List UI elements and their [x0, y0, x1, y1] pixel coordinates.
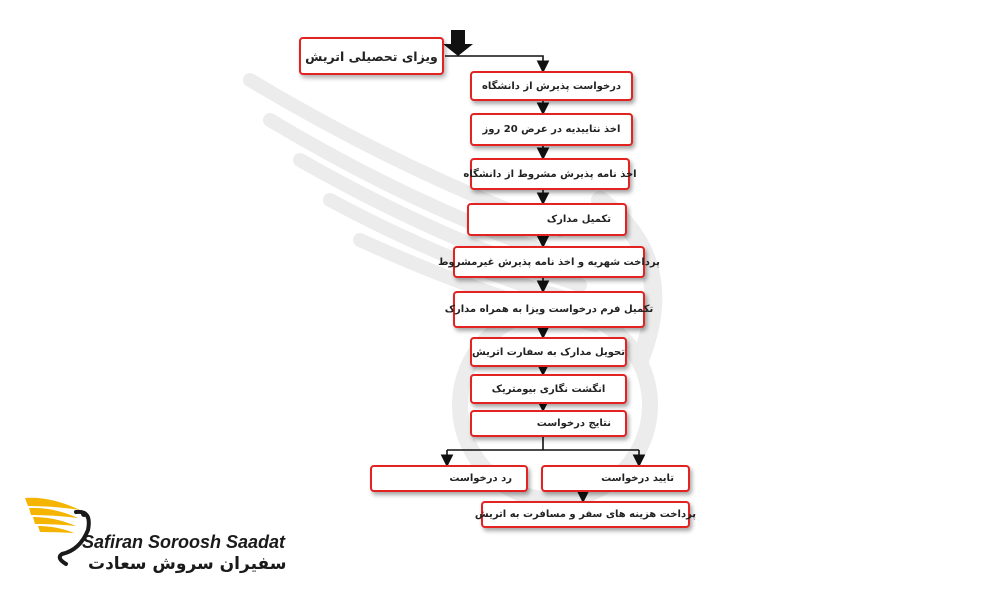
step-box: درخواست پذیرش از دانشگاه — [470, 71, 633, 101]
step-box: تکمیل مدارک — [467, 203, 627, 236]
step-box: پرداخت شهریه و اخذ نامه پذیرش غیرمشروط — [453, 246, 645, 278]
step-box: تکمیل فرم درخواست ویزا به همراه مدارک — [453, 291, 645, 328]
logo-name-persian: سفیران سروش سعادت — [88, 554, 287, 574]
company-logo — [20, 490, 290, 580]
final-step-box: پرداخت هزینه های سفر و مسافرت به اتریش — [481, 501, 690, 528]
step-box: اخذ نامه پذیرش مشروط از دانشگاه — [470, 158, 630, 190]
rejected-box: رد درخواست — [370, 465, 528, 492]
connector-title-to-step1 — [445, 56, 543, 70]
step-box: انگشت نگاری بیومتریک — [470, 374, 627, 404]
step-box: اخذ نتاییدیه در عرض 20 روز — [470, 113, 633, 146]
logo-name-english: Safiran Soroosh Saadat — [82, 532, 286, 552]
step-box: نتایج درخواست — [470, 410, 627, 437]
start-arrow-icon — [443, 30, 473, 56]
step-box: تحویل مدارک به سفارت اتریش — [470, 337, 627, 367]
approved-box: تایید درخواست — [541, 465, 690, 492]
diagram-title-box: ویزای تحصیلی اتریش — [299, 37, 444, 75]
